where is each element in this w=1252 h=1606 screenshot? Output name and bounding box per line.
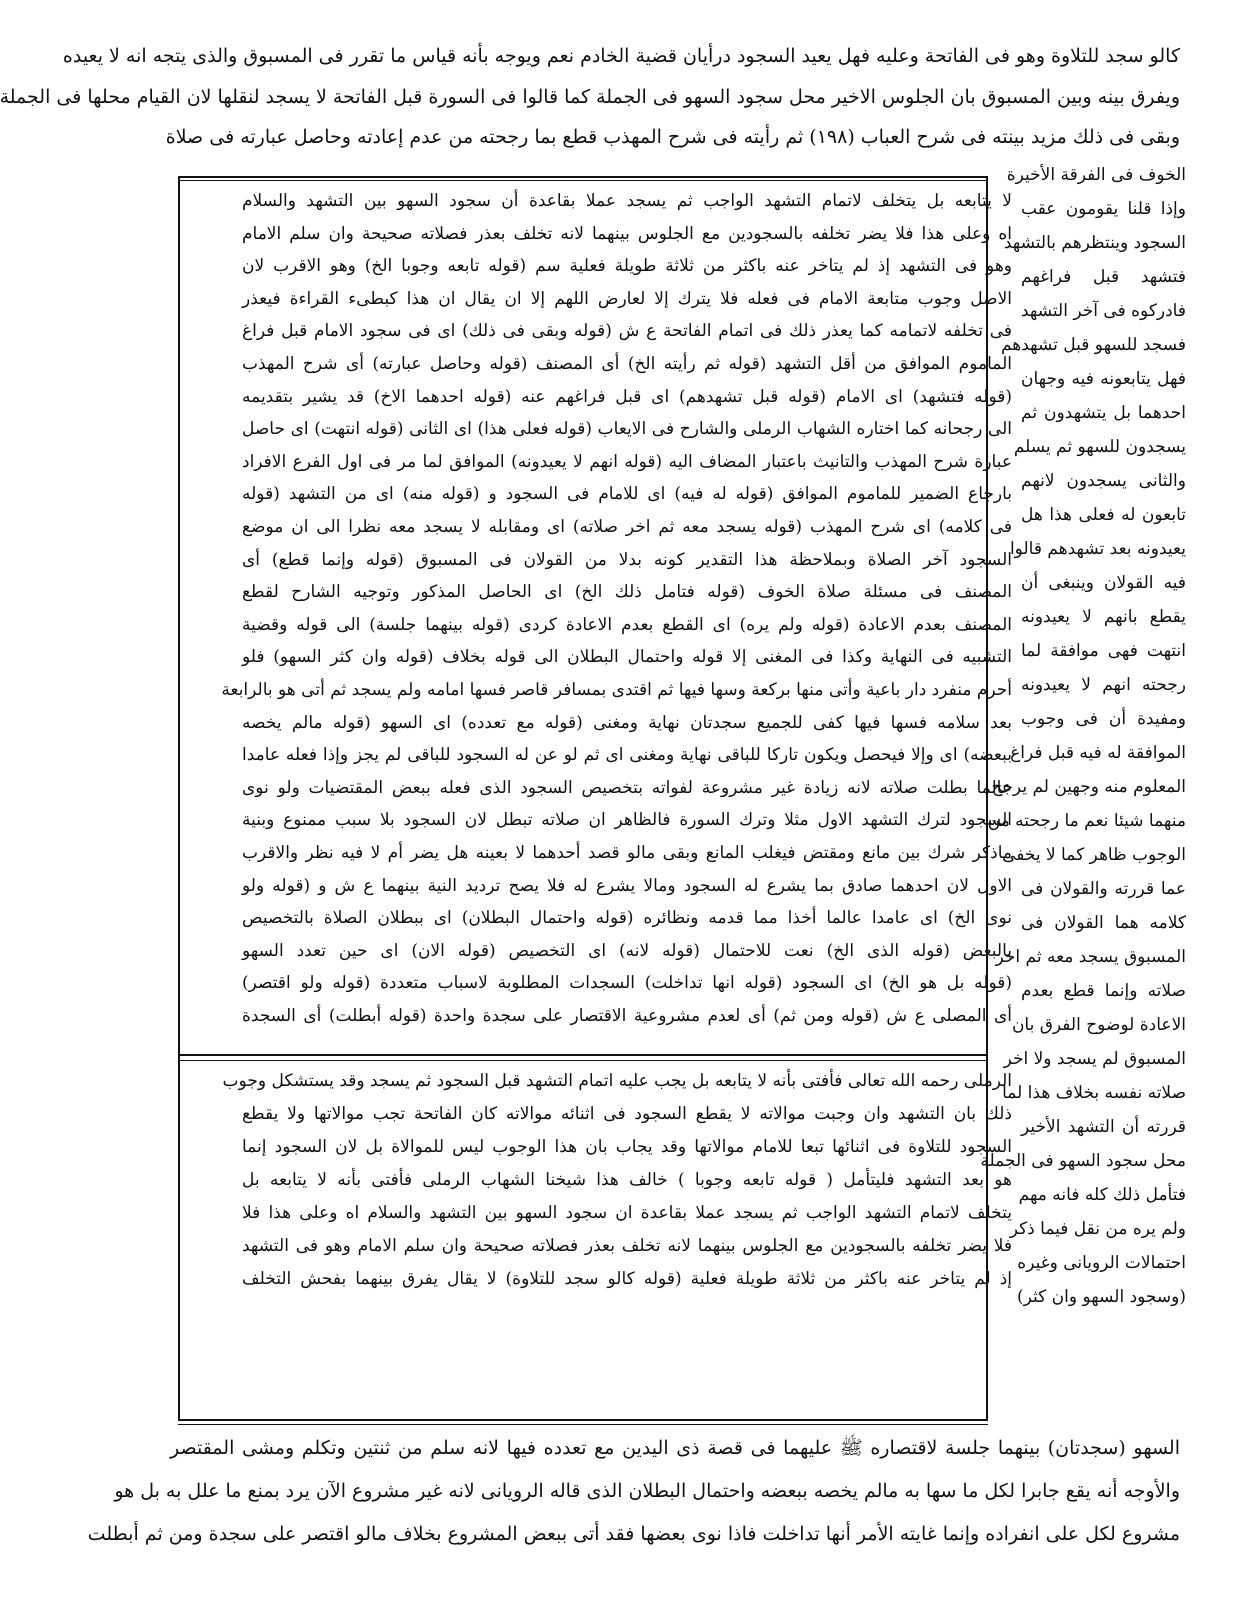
main-column-line: السجود لترك التشهد الاول مثلا وترك السورة فالظاهر ان صلاته تبطل لان السجود بلا سبب ممنوع وبنية [242,810,1012,831]
main-column-line: المصنف فى مسئلة صلاة الخوف (قوله فتامل ذلك الخ) اى الحاصل المذكور وتوجيه الشارح لقطع [242,582,1012,603]
main-column-line: ماذكر شرك بين مانع ومقتض فيغلب المانع وبقى مالو قصد أحدهما لا بعينه هل يضر أم لا فيه نظر والاقرب [242,843,1012,863]
side-column-line: فهل يتابعونه فيه وجهان [1021,369,1186,389]
side-column-line: المسبوق لم يسجد ولا اخر [1003,1049,1186,1069]
side-column-line: الخوف فى الفرقة الأخيرة [1006,165,1186,185]
main-column-line: التشبيه فى النهاية وكذا فى المغنى إلا قوله واحتمال البطلان الى قوله بخلاف (قوله وان كثر السهو) فلو [242,647,1012,668]
side-column-line: ومفيدة أن فى وجوب [1021,709,1186,729]
bottom-line: والأوجه أنه يقع جابرا لكل ما سها به مالم يخصه ببعضه واحتمال البطلان الذى قاله الرويانى لانه غير مشروع الآن يرد بمنع ما علل به بل هو [114,1480,1180,1502]
top-line: وبقى فى ذلك مزيد بينته فى شرح العباب (١٩٨) ثم رأيته فى شرح المهذب قطع بما رجحته من عدم إعادته وحاصل عبارته فى صلاة [165,126,1180,148]
main-column-line: أى المصلى ع ش (قوله ومن ثم) أى لعدم مشروعية الاقتصار على سجدة واحدة (قوله أبطلت) أى السجدة [242,1006,1012,1026]
side-column-line: رجحته انهم لا يعيدونه [1021,675,1186,695]
bottom-line: مشروع لكل على انفراده وإنما غايته الأمر أنها تداخلت فاذا نوى بعضها فقد أتى ببعض المشروع بخلاف مالو اقتصر على سجدة ومن ثم أبطلت [87,1523,1180,1545]
side-column-line: وإذا قلنا يقومون عقب [1021,199,1186,219]
side-column-line: فيه القولان وينبغى أن [1021,573,1186,593]
side-column-line: عما قررته والقولان فى [1021,879,1186,899]
main-column-line: (قوله بل هو الخ) اى السجود (قوله انها تداخلت) السجدات المطلوبة لاسباب متعددة (قوله ولو اقتصر) [242,973,1012,994]
box-bottom-rule [178,1419,988,1421]
side-column-line: المسبوق يسجد معه ثم اخر [995,947,1186,967]
main-column-line: ببعضه) اى وإلا فيحصل ويكون تاركا للباقى نهاية ومغنى اى ثم لو عن له السجود للباقى لم يجز وإذا فعله عامدا [242,745,1012,766]
side-column-line: ولم يره من نقل فيما ذكر [1009,1219,1186,1239]
side-column-line: يقطع بانهم لا يعيدونه [1021,607,1186,627]
main-column-line: عبارة شرح المهذب والتانيث باعتبار المضاف اليه (قوله انهم لا يعيدونه) الموافق لما مر فى اول الفرع الافراد [242,451,1012,472]
side-column-line: فسجد للسهو قبل تشهدهم [1000,335,1186,355]
side-column-line: احتمالات الرويانى وغيره [1017,1253,1186,1273]
main-column-line: المصنف بعدم الاعادة (قوله ولم يره) اى القطع بعدم الاعادة كردى (قوله بينهما جلسة) الى قوله وقضية [242,614,1012,635]
main-column-line: الماموم الموافق من أقل التشهد (قوله ثم رأيته الخ) أى المصنف (قوله وحاصل عبارته) أى شرح المهذب [242,354,1012,374]
main-column-line: فى كلامه) اى شرح المهذب (قوله يسجد معه ثم اخر صلاته) اى ومقابله لا يسجد معه نظرا الى ان موضع [242,517,1012,537]
main-column-line: الاول لان احدهما صادق بما يشرع له السجود ومالا يشرع له فلا يصح ترديد النية بينهما ع ش و (قوله ولو [242,875,1012,896]
side-column-line: يعيدونه بعد تشهدهم قالوا [1009,539,1186,559]
side-column-line: فتشهد قبل فراغهم [1021,267,1186,287]
box-top-rule [178,176,988,178]
side-column-line: يسجدون للسهو ثم يسلم [1013,437,1186,457]
main-column-line: (قوله فتشهد) اى الامام (قوله قبل تشهدهم) اى قبل فراغهم عنه (قوله احدهما الاخ) قد يشير بتقديمه [242,386,1012,407]
lower-column-line: فلا يضر تخلفه بالسجودين مع الجلوس بينهما لانه تخلف بعذر فصلاته صحيحة وان سلم الامام وهو فى التشهد [242,1236,1012,1256]
main-column-line: السجود آخر الصلاة وبملاحظة هذا التقدير كونه بدلا من القولان فى المسبوق (قوله وإنما قطع) أى [242,549,1012,570]
side-column-line: انتهت فهى موافقة لما [1021,641,1186,661]
side-column-line: صلاته وإنما قطع بعدم [1021,981,1186,1001]
box-middle-rule-inner [178,1060,988,1061]
box-middle-rule [178,1054,988,1056]
lower-column-line: يتخلف لاتمام التشهد الواجب ثم يسجد عملا بقاعدة ان سجود السهو بين التشهد والسلام اه وعلى هذا فلا [242,1203,1012,1223]
lower-column-line: ذلك بان التشهد وان وجبت موالاته لا يقطع السجود فى اثنائه موالاته كان الفاتحة تجب موالاتها ولا يقطع [242,1104,1012,1124]
side-column-line: الاعادة لوضوح الفرق بان [1011,1015,1186,1035]
lower-column-line: السجود للتلاوة فى اثنائها تبعا للامام موالاتها وقد يجاب بان هذا الوجوب ليس للموالاة بل لان السجود إنما [242,1137,1012,1157]
main-column-line: اه وعلى هذا فلا يضر تخلفه بالسجودين مع الجلوس بينهما لانه تخلف بعذر فصلاته صحيحة وان سلم الامام [242,223,1012,244]
bottom-line: السهو (سجدتان) بينهما جلسة لاقتصاره ﷺ عليهما فى قصة ذى اليدين مع تعدده فيها لانه سلم من ثنتين وتكلم ومشى المقتصر [170,1437,1180,1459]
side-column-line: (وسجود السهو وان كثر) [1017,1287,1186,1307]
main-column-line: الى رجحانه كما اختاره الشهاب الرملى والشارح فى الايعاب (قوله فعلى هذا) اى الثانى (قوله انتهت) اى حاصل [242,419,1012,440]
side-column-line: قررته أن التشهد الأخير [1021,1117,1186,1137]
side-column-line: صلاته نفسه بخلاف هذا لما [1002,1083,1186,1103]
main-column-line: الاصل وجوب متابعة الامام فى فعله فلا يترك إلا لعارض اللهم إلا ان يقال ان هذا كبطىء القراءة فيعذر [242,288,1012,309]
main-column-line: لا يتابعه بل يتخلف لاتمام التشهد الواجب ثم يسجد عملا بقاعدة أن سجود السهو بين التشهد والسلام [242,191,1012,211]
side-column-line: والثانى يسجدون لانهم [1021,471,1186,491]
main-column-line: وهو فى التشهد إذ لم يتاخر عنه باكثر من ثلاثة طويلة فعلية سم (قوله تابعه وجوبا الخ) وهو الاقرب لان [242,256,1012,277]
side-column-line: تابعون له فعلى هذا هل [1021,505,1186,525]
side-column-line: كلامه هما القولان فى [1021,913,1186,933]
main-column-line: بعد سلامه فسها فيها كفى للجميع سجدتان نهاية ومغنى (قوله مع تعدده) اى السهو (قوله مالم يخصه [242,712,1012,733]
side-column-line: السجود وينتظرهم بالتشهد [1003,233,1186,253]
main-column-line: بالبعض (قوله الذى الخ) نعت للاحتمال (قوله لانه) اى التخصيص (قوله الان) اى حين تعدد السهو [242,940,1012,961]
box-bottom-rule-inner [178,1424,988,1425]
side-column-line: محل سجود السهو فى الجملة [980,1151,1186,1171]
side-column-line: فادركوه فى آخر التشهد [1021,301,1186,321]
side-column-line: الوجوب ظاهر كما لا يخفى [1002,845,1186,865]
main-column-line: عالما بطلت صلاته لانه زيادة غير مشروعة لفواته بتخصيص السجود الذى فعله ببعض المقتضيات ولو نوى [242,777,1012,798]
side-column-line: فتأمل ذلك كله فانه مهم [1018,1185,1186,1205]
side-column-line: الموافقة له فيه قبل فراغ [1010,743,1186,763]
lower-column-line: هو بعد التشهد فليتأمل ( قوله تابعه وجوبا ) خالف هذا شيخنا الشهاب الرملى فأفتى بأنه لا يتابعه بل [242,1170,1012,1190]
main-column-line: فى تخلفه لاتمامه كما يعذر ذلك فى اتمام الفاتحة ع ش (قوله وبقى فى ذلك) اى فى سجود الامام قبل فراغ [242,321,1012,342]
side-column-line: احدهما بل يتشهدون ثم [1021,403,1186,423]
box-left-rule [178,176,180,1421]
main-column-line: بارجاع الضمير للماموم الموافق (قوله له فيه) اى للامام فى السجود و (قوله منه) اى من التشهد (قوله [242,484,1012,505]
top-line: كالو سجد للتلاوة وهو فى الفاتحة وعليه فهل يعيد السجود درأيان قضية الخادم نعم ويوجه بأنه قياس ما تقرر فى المسبوق والذى يتجه انه لا يعيده [62,45,1180,67]
lower-column-line: الرملى رحمه الله تعالى فأفتى بأنه لا يتابعه بل يجب عليه اتمام التشهد قبل السجود ثم يسجد وقد يستشكل وجوب [222,1071,1012,1091]
side-column-line: منهما شيئا نعم ما رجحته من [987,811,1186,831]
side-column-line: المعلوم منه وجهين لم يرجح [991,777,1186,797]
main-column-line: نوى الخ) اى عامدا عالما أخذا مما قدمه ونظائره (قوله واحتمال البطلان) اى ببطلان الصلاة بالتخصيص [242,908,1012,929]
lower-column-line: إذ لم يتاخر عنه باكثر من ثلاثة طويلة فعلية (قوله كالو سجد للتلاوة) لا يقال يفرق بينهما بفحش التخلف [242,1269,1012,1289]
box-top-rule-inner [178,180,988,181]
main-column-line: أحرم منفرد دار باعية وأتى منها بركعة وسها فيها ثم اقتدى بمسافر قاصر فسها امامه ولم يسجد ثم أتى هو بالرابعة [221,680,1012,700]
top-line: ويفرق بينه وبين المسبوق بان الجلوس الاخير محل سجود السهو فى الجملة كما قالوا فى السورة قبل الفاتحة لا يسجد لنقلها لان القيام محلها فى الجملة [0,86,1180,108]
